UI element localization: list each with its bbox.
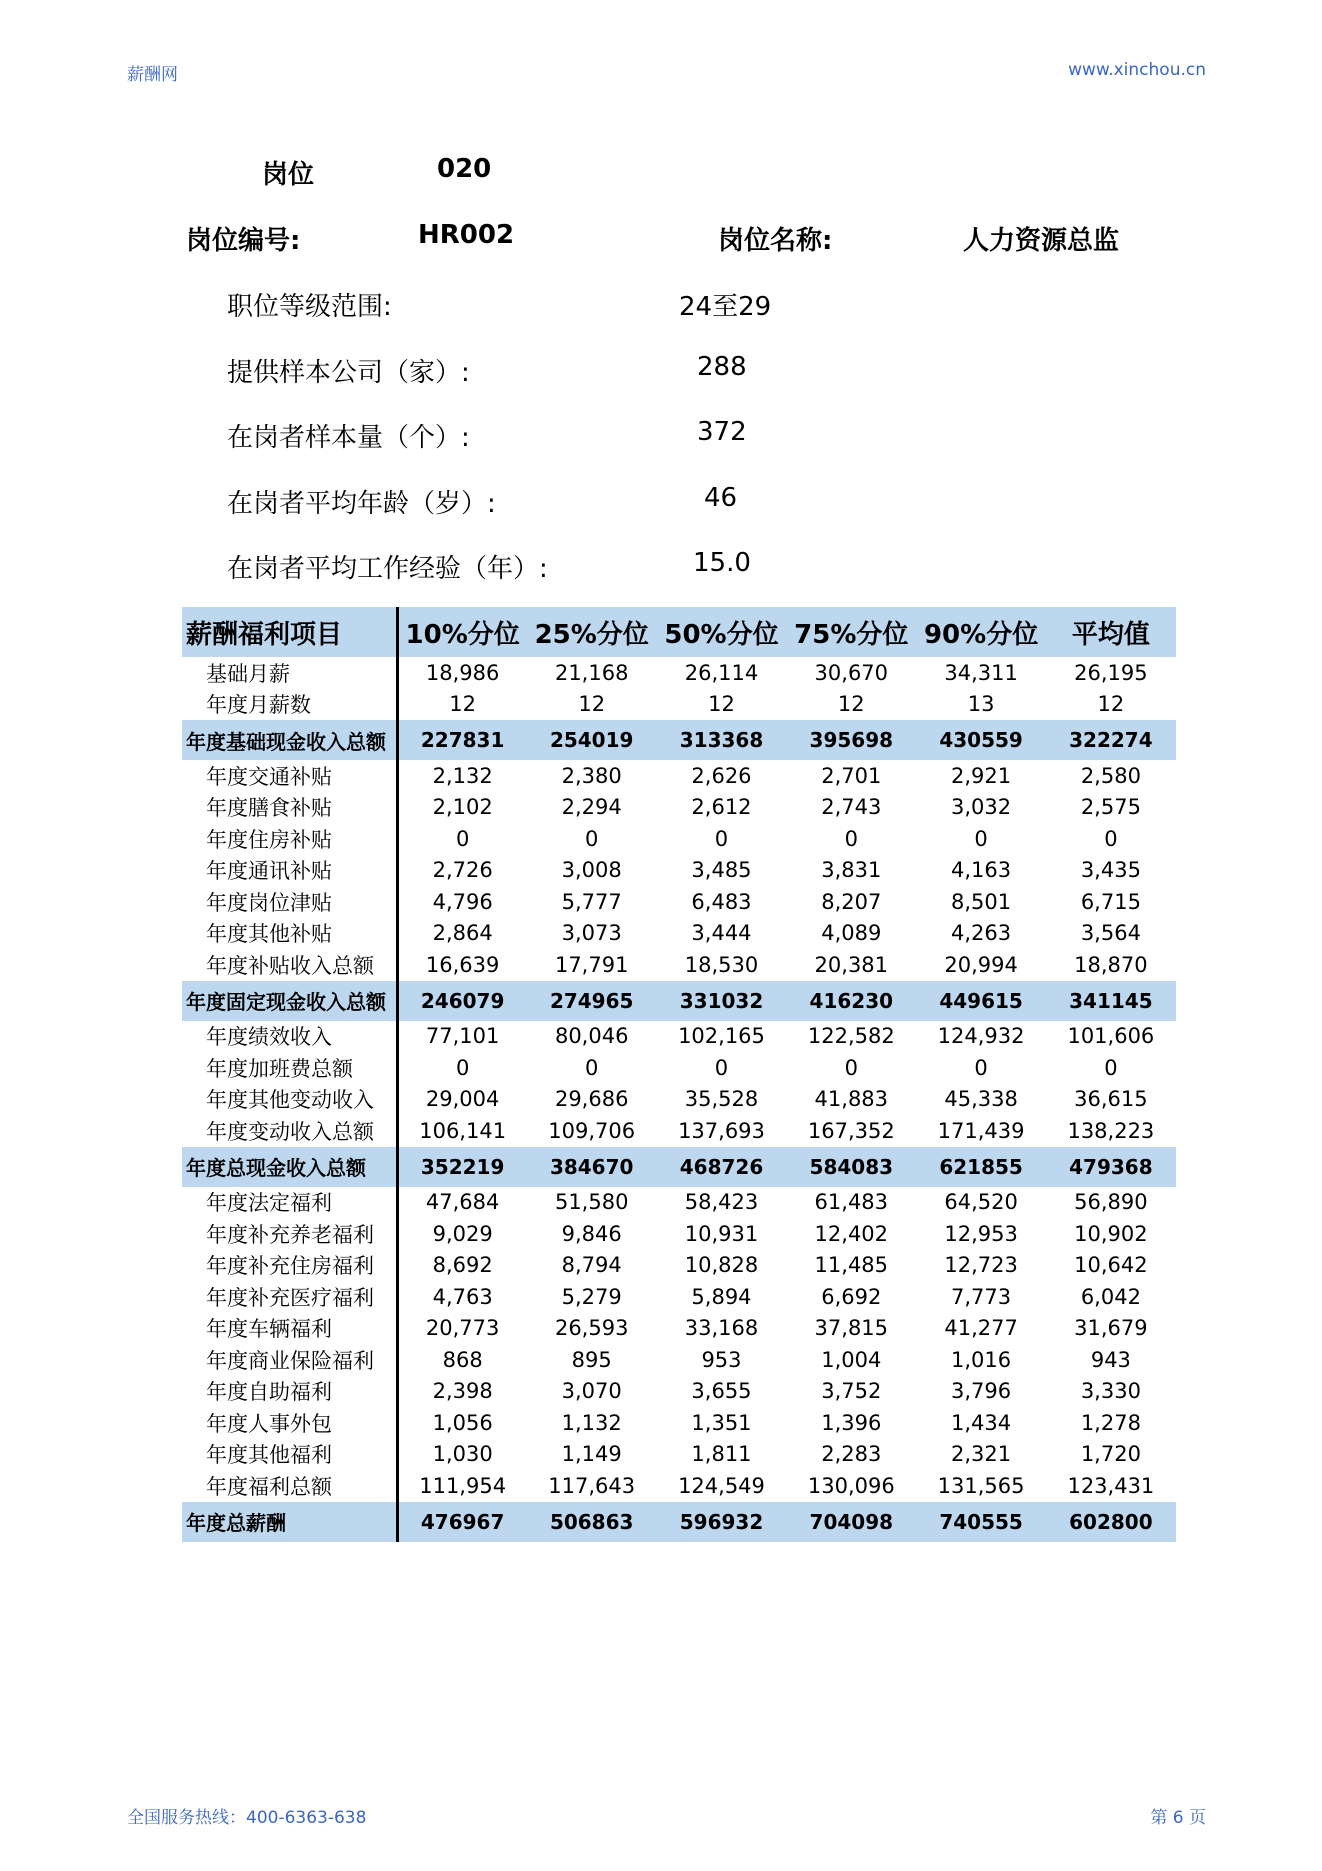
row-value: 1,811 [691,1442,752,1467]
row-value: 12,953 [944,1221,1018,1246]
column-header-p25: 25%分位 [527,607,657,657]
position-name: 人力资源总监 [963,226,1120,256]
row-value: 3,796 [951,1379,1012,1404]
row-value: 13 [967,692,995,717]
row-value: 36,615 [1074,1087,1148,1112]
row-value: 10,828 [684,1253,759,1278]
row-value: 29,004 [425,1087,500,1112]
row-value: 0 [1104,1055,1118,1080]
table-total-row [182,981,1176,1021]
row-value: 58,423 [684,1190,759,1215]
row-label: 年度车辆福利 [182,1313,397,1345]
position-name-label: 岗位名称: [718,226,833,256]
table-row [182,792,1176,824]
row-value: 8,692 [432,1253,493,1278]
row-value: 0 [455,1055,470,1080]
row-value: 2,321 [951,1442,1012,1467]
row-label: 年度岗位津贴 [182,886,397,918]
row-value: 4,163 [951,858,1012,883]
row-value: 2,726 [432,858,493,883]
row-value: 17,791 [554,952,629,977]
row-label: 年度补充医疗福利 [182,1281,397,1313]
table-row [182,1344,1176,1376]
row-value: 18,530 [684,952,759,977]
row-value: 0 [844,1055,858,1080]
row-value: 384670 [527,1147,657,1187]
row-value: 123,431 [1067,1473,1155,1498]
table-total-row [182,720,1176,760]
row-value: 602800 [1046,1502,1176,1542]
row-value: 18,870 [1074,952,1148,977]
row-value: 2,294 [561,795,622,820]
table-row [182,1250,1176,1282]
row-value: 274965 [527,981,657,1021]
row-value: 3,564 [1080,921,1141,946]
row-value: 0 [714,826,729,851]
row-label: 年度总薪酬 [182,1502,397,1542]
row-value: 33,168 [684,1316,759,1341]
row-value: 3,073 [561,921,622,946]
row-value: 47,684 [425,1190,500,1215]
row-value: 3,008 [561,858,622,883]
row-value: 3,485 [691,858,752,883]
row-value: 3,752 [821,1379,882,1404]
row-value: 122,582 [807,1024,895,1049]
row-value: 109,706 [548,1118,636,1143]
service-hotline: 全国服务热线：400-6363-638 [127,1808,367,1828]
row-value: 29,686 [554,1087,629,1112]
row-value: 37,815 [814,1316,889,1341]
row-value: 1,396 [821,1410,882,1435]
row-value: 0 [844,826,858,851]
column-header-average: 平均值 [1046,607,1176,657]
row-value: 9,029 [432,1221,493,1246]
row-value: 416230 [786,981,916,1021]
table-row [182,1313,1176,1345]
position-code-label: 岗位编号: [186,226,301,256]
row-label: 年度交通补贴 [182,760,397,792]
row-value: 0 [974,1055,988,1080]
row-value: 1,030 [432,1442,493,1467]
row-value: 6,715 [1080,889,1141,914]
row-label: 年度补充养老福利 [182,1218,397,1250]
row-value: 254019 [527,720,657,760]
row-value: 130,096 [807,1473,895,1498]
row-label: 年度月薪数 [182,689,397,721]
table-header-row [182,607,1176,657]
row-value: 3,444 [691,921,752,946]
row-value: 12 [837,692,865,717]
row-value: 8,501 [951,889,1012,914]
row-value: 322274 [1046,720,1176,760]
row-value: 1,149 [561,1442,622,1467]
row-value: 740555 [916,1502,1046,1542]
row-value: 584083 [786,1147,916,1187]
row-value: 124,549 [678,1473,765,1498]
row-value: 5,279 [561,1284,622,1309]
row-value: 2,864 [432,921,493,946]
row-value: 0 [585,1055,599,1080]
row-value: 0 [585,826,599,851]
table-body [182,657,1176,1542]
row-value: 26,593 [554,1316,629,1341]
table-row [182,1376,1176,1408]
row-value: 704098 [786,1502,916,1542]
row-label: 年度住房补贴 [182,823,397,855]
row-value: 7,773 [951,1284,1012,1309]
row-value: 1,720 [1080,1442,1141,1467]
row-value: 26,195 [1074,660,1148,685]
row-value: 26,114 [684,660,759,685]
row-value: 77,101 [425,1024,500,1049]
row-label: 年度福利总额 [182,1470,397,1502]
info-label-grade: 职位等级范围: [227,292,392,322]
column-header-p50: 50%分位 [657,607,787,657]
row-label: 年度固定现金收入总额 [182,981,397,1021]
row-value: 1,434 [951,1410,1012,1435]
row-value: 41,883 [814,1087,889,1112]
row-value: 895 [571,1347,612,1372]
row-value: 1,351 [691,1410,752,1435]
row-value: 430559 [916,720,1046,760]
row-value: 167,352 [807,1118,895,1143]
page-number: 第 6 页 [1150,1808,1206,1828]
row-value: 1,132 [561,1410,622,1435]
row-value: 20,773 [425,1316,500,1341]
row-value: 506863 [527,1502,657,1542]
table-row [182,918,1176,950]
row-value: 56,890 [1074,1190,1148,1215]
row-value: 3,435 [1080,858,1141,883]
row-value: 1,278 [1080,1410,1141,1435]
table-row [182,1439,1176,1471]
row-label: 年度补贴收入总额 [182,949,397,981]
table-row [182,823,1176,855]
row-value: 12 [1097,692,1125,717]
row-value: 131,565 [937,1473,1025,1498]
table-row [182,886,1176,918]
row-value: 4,796 [432,889,493,914]
row-value: 30,670 [814,660,889,685]
info-value-age: 46 [704,483,738,513]
row-value: 10,931 [684,1221,759,1246]
row-value: 4,263 [951,921,1012,946]
info-label-experience: 在岗者平均工作经验（年）: [227,554,548,584]
row-value: 41,277 [944,1316,1018,1341]
row-value: 2,283 [821,1442,882,1467]
column-header-p75: 75%分位 [786,607,916,657]
row-value: 12,402 [814,1221,889,1246]
row-value: 5,894 [691,1284,752,1309]
table-row [182,1281,1176,1313]
row-value: 12 [449,692,477,717]
row-label: 年度商业保险福利 [182,1344,397,1376]
info-value-experience: 15.0 [693,548,751,578]
row-label: 年度基础现金收入总额 [182,720,397,760]
row-label: 年度加班费总额 [182,1052,397,1084]
row-label: 年度绩效收入 [182,1021,397,1053]
info-value-grade: 24至29 [679,292,772,322]
row-value: 341145 [1046,981,1176,1021]
row-value: 2,575 [1080,795,1141,820]
row-value: 10,902 [1074,1221,1148,1246]
row-value: 3,655 [691,1379,752,1404]
row-label: 年度自助福利 [182,1376,397,1408]
position-label: 岗位 [262,160,315,190]
row-value: 227831 [397,720,527,760]
row-label: 年度其他福利 [182,1439,397,1471]
column-header-p10: 10%分位 [397,607,527,657]
row-label: 年度法定福利 [182,1187,397,1219]
row-value: 2,701 [821,763,882,788]
row-value: 20,381 [814,952,889,977]
row-value: 476967 [397,1502,527,1542]
row-value: 12 [578,692,606,717]
row-value: 479368 [1046,1147,1176,1187]
row-value: 313368 [657,720,787,760]
row-value: 61,483 [814,1190,889,1215]
info-label-age: 在岗者平均年龄（岁）: [227,489,496,519]
row-label: 年度膳食补贴 [182,792,397,824]
table-row [182,1218,1176,1250]
row-label: 年度其他变动收入 [182,1084,397,1116]
row-value: 102,165 [678,1024,765,1049]
table-row [182,1084,1176,1116]
row-label: 年度人事外包 [182,1407,397,1439]
row-value: 51,580 [554,1190,629,1215]
row-value: 0 [455,826,470,851]
row-value: 138,223 [1067,1118,1155,1143]
row-value: 1,056 [432,1410,493,1435]
row-value: 2,580 [1080,763,1141,788]
info-label-samples: 在岗者样本量（个）: [227,423,470,453]
row-value: 0 [974,826,988,851]
row-value: 395698 [786,720,916,760]
row-value: 621855 [916,1147,1046,1187]
row-value: 1,016 [951,1347,1012,1372]
row-value: 101,606 [1067,1024,1155,1049]
row-value: 868 [442,1347,483,1372]
row-value: 4,089 [821,921,882,946]
info-value-samples: 372 [697,417,747,447]
row-value: 2,921 [951,763,1012,788]
info-label-companies: 提供样本公司（家）: [227,358,470,388]
row-label: 年度其他补贴 [182,918,397,950]
row-value: 18,986 [425,660,500,685]
row-value: 6,483 [691,889,752,914]
position-code: HR002 [418,220,515,250]
salary-table [182,607,1177,1542]
table-row [182,949,1176,981]
row-value: 80,046 [554,1024,629,1049]
row-value: 137,693 [678,1118,765,1143]
site-name: 薪酬网 [127,65,178,85]
row-value: 9,846 [561,1221,622,1246]
row-value: 2,102 [432,795,493,820]
row-value: 124,932 [937,1024,1025,1049]
position-value: 020 [437,154,492,184]
row-value: 12,723 [944,1253,1018,1278]
row-value: 35,528 [684,1087,759,1112]
column-header-p90: 90%分位 [916,607,1046,657]
row-label: 年度总现金收入总额 [182,1147,397,1187]
table-row [182,1187,1176,1219]
row-value: 3,831 [821,858,882,883]
row-value: 171,439 [937,1118,1025,1143]
row-label: 年度补充住房福利 [182,1250,397,1282]
table-row [182,1052,1176,1084]
row-value: 11,485 [814,1253,889,1278]
row-value: 3,032 [951,795,1012,820]
table-total-row [182,1502,1176,1542]
row-value: 117,643 [548,1473,636,1498]
row-value: 5,777 [561,889,622,914]
row-value: 6,042 [1080,1284,1141,1309]
row-value: 64,520 [944,1190,1018,1215]
row-value: 596932 [657,1502,787,1542]
row-value: 3,330 [1080,1379,1141,1404]
row-label: 年度变动收入总额 [182,1115,397,1147]
table-row [182,1115,1176,1147]
row-value: 20,994 [944,952,1018,977]
table-row [182,657,1176,689]
row-value: 0 [714,1055,729,1080]
row-value: 21,168 [554,660,629,685]
table-row [182,1021,1176,1053]
row-value: 8,207 [821,889,882,914]
row-value: 4,763 [432,1284,493,1309]
row-value: 246079 [397,981,527,1021]
table-row [182,689,1176,721]
row-label: 基础月薪 [182,657,397,689]
row-value: 10,642 [1074,1253,1148,1278]
row-value: 6,692 [821,1284,882,1309]
table-row [182,855,1176,887]
row-value: 2,132 [432,763,493,788]
table-row [182,1470,1176,1502]
row-value: 449615 [916,981,1046,1021]
row-value: 2,612 [691,795,752,820]
row-value: 3,070 [561,1379,622,1404]
row-value: 45,338 [944,1087,1018,1112]
row-value: 16,639 [425,952,500,977]
row-value: 111,954 [419,1473,507,1498]
info-value-companies: 288 [697,352,747,382]
row-value: 34,311 [944,660,1018,685]
row-value: 331032 [657,981,787,1021]
row-label: 年度通讯补贴 [182,855,397,887]
row-value: 953 [701,1347,742,1372]
row-value: 1,004 [821,1347,882,1372]
row-value: 106,141 [419,1118,507,1143]
row-value: 468726 [657,1147,787,1187]
site-url[interactable]: www.xinchou.cn [1068,60,1206,80]
table-row [182,760,1176,792]
table-row [182,1407,1176,1439]
row-value: 352219 [397,1147,527,1187]
row-value: 2,743 [821,795,882,820]
row-value: 31,679 [1074,1316,1148,1341]
column-header-item: 薪酬福利项目 [182,607,397,657]
row-value: 943 [1090,1347,1131,1372]
row-value: 2,626 [691,763,752,788]
table-total-row [182,1147,1176,1187]
row-value: 0 [1104,826,1118,851]
row-value: 2,398 [432,1379,493,1404]
row-value: 12 [708,692,735,717]
row-value: 2,380 [561,763,622,788]
row-value: 8,794 [561,1253,622,1278]
